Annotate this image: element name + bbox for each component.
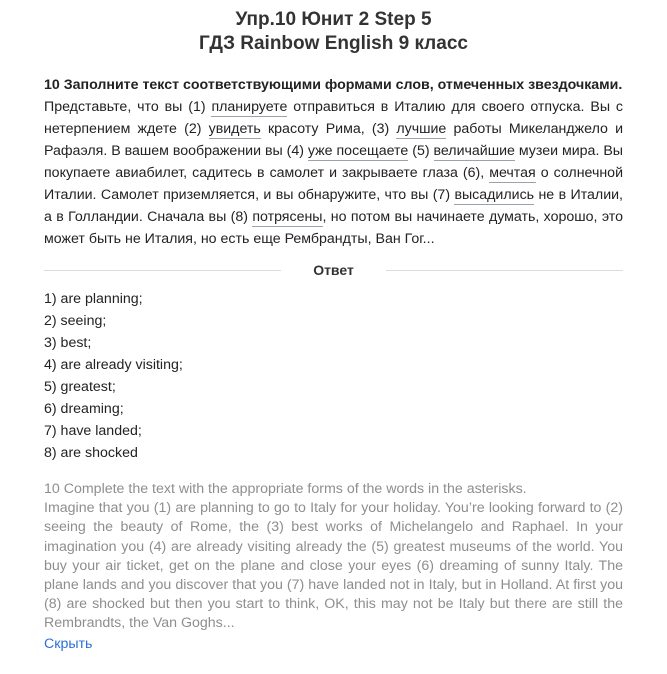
task-text-segment: о солнечной Италии. Самолет приземляется, и вы обнаружите, что вы (7) — [44, 165, 623, 203]
task-text-segment: работы Микеланджело и Рафаэля. В вашем воображении вы (4) — [44, 121, 623, 159]
answer-list — [44, 288, 623, 464]
divider-line-left — [44, 270, 281, 271]
task-text — [44, 74, 623, 250]
answer-item: 1) are planning; — [44, 291, 143, 307]
answer-item: 2) seeing; — [44, 313, 107, 329]
task-text-segment: , но потом вы начинаете думать, хорошо, это может быть не Италия, но есть еще Рембрандты, Ван Гог... — [44, 209, 623, 247]
answer-item: 3) best; — [44, 335, 92, 351]
underlined-word: мечтая — [489, 165, 536, 181]
task-text-segment: не в Италии, а в Голландии. Сначала вы (8) — [44, 187, 623, 225]
underlined-word: потрясены — [252, 209, 323, 225]
task-text-segment: (5) — [408, 143, 434, 159]
answer-item: 5) greatest; — [44, 379, 116, 395]
answer-divider — [44, 262, 623, 278]
translation-heading: 10 Complete the text with the appropriate forms of the words in the asterisks. — [44, 481, 527, 497]
answer-label: Ответ — [313, 262, 354, 278]
translation-body: Imagine that you (1) are planning to go to Italy for your holiday. You’re looking forward to (2) seeing the beauty of Rome, the (3) best works of Michelangelo and Raphael. In your imagination you (4) are already visiting already the (5) greatest museums of the world. You buy your air ticket, get on the plane and close your eyes (6) dreaming of sunny Italy. The plane lands and you discover that you (7) have landed not in Italy, but in Holland. At first you (8) are shocked but then you start to think, OK, this may not be Italy but there are still the Rembrandts, the Van Goghs... — [44, 500, 623, 632]
answer-item: 6) dreaming; — [44, 401, 124, 417]
underlined-word: увидеть — [208, 121, 261, 137]
answer-item: 8) are shocked — [44, 445, 138, 461]
task-body — [44, 99, 623, 247]
task-text-segment: отправиться в Италию для своего отпуска. Вы с нетерпением ждете (2) — [44, 99, 623, 137]
hide-translation-link[interactable]: Скрыть — [44, 635, 93, 652]
answer-item: 4) are already visiting; — [44, 357, 183, 373]
underlined-word: уже посещаете — [307, 143, 409, 159]
title-line-1: Упр.10 Юнит 2 Step 5 — [235, 9, 432, 30]
underlined-word: планируете — [211, 99, 288, 115]
divider-line-right — [386, 270, 623, 271]
title-line-2: ГДЗ Rainbow English 9 класс — [199, 33, 468, 54]
task-text-segment: музеи мира. Вы покупаете авиабилет, садитесь в самолет и закрываете глаза (6), — [44, 143, 623, 181]
translation-text — [44, 480, 623, 654]
page-title — [44, 8, 623, 56]
underlined-word: высадились — [454, 187, 535, 203]
underlined-word: величайшие — [433, 143, 515, 159]
task-text-segment: Представьте, что вы (1) — [44, 99, 212, 115]
underlined-word: лучшие — [396, 121, 447, 137]
task-text-segment: красоту Рима, (3) — [260, 121, 397, 137]
answer-item: 7) have landed; — [44, 423, 142, 439]
task-heading: 10 Заполните текст соответствующими формами слов, отмеченных звездочками. — [44, 77, 623, 93]
